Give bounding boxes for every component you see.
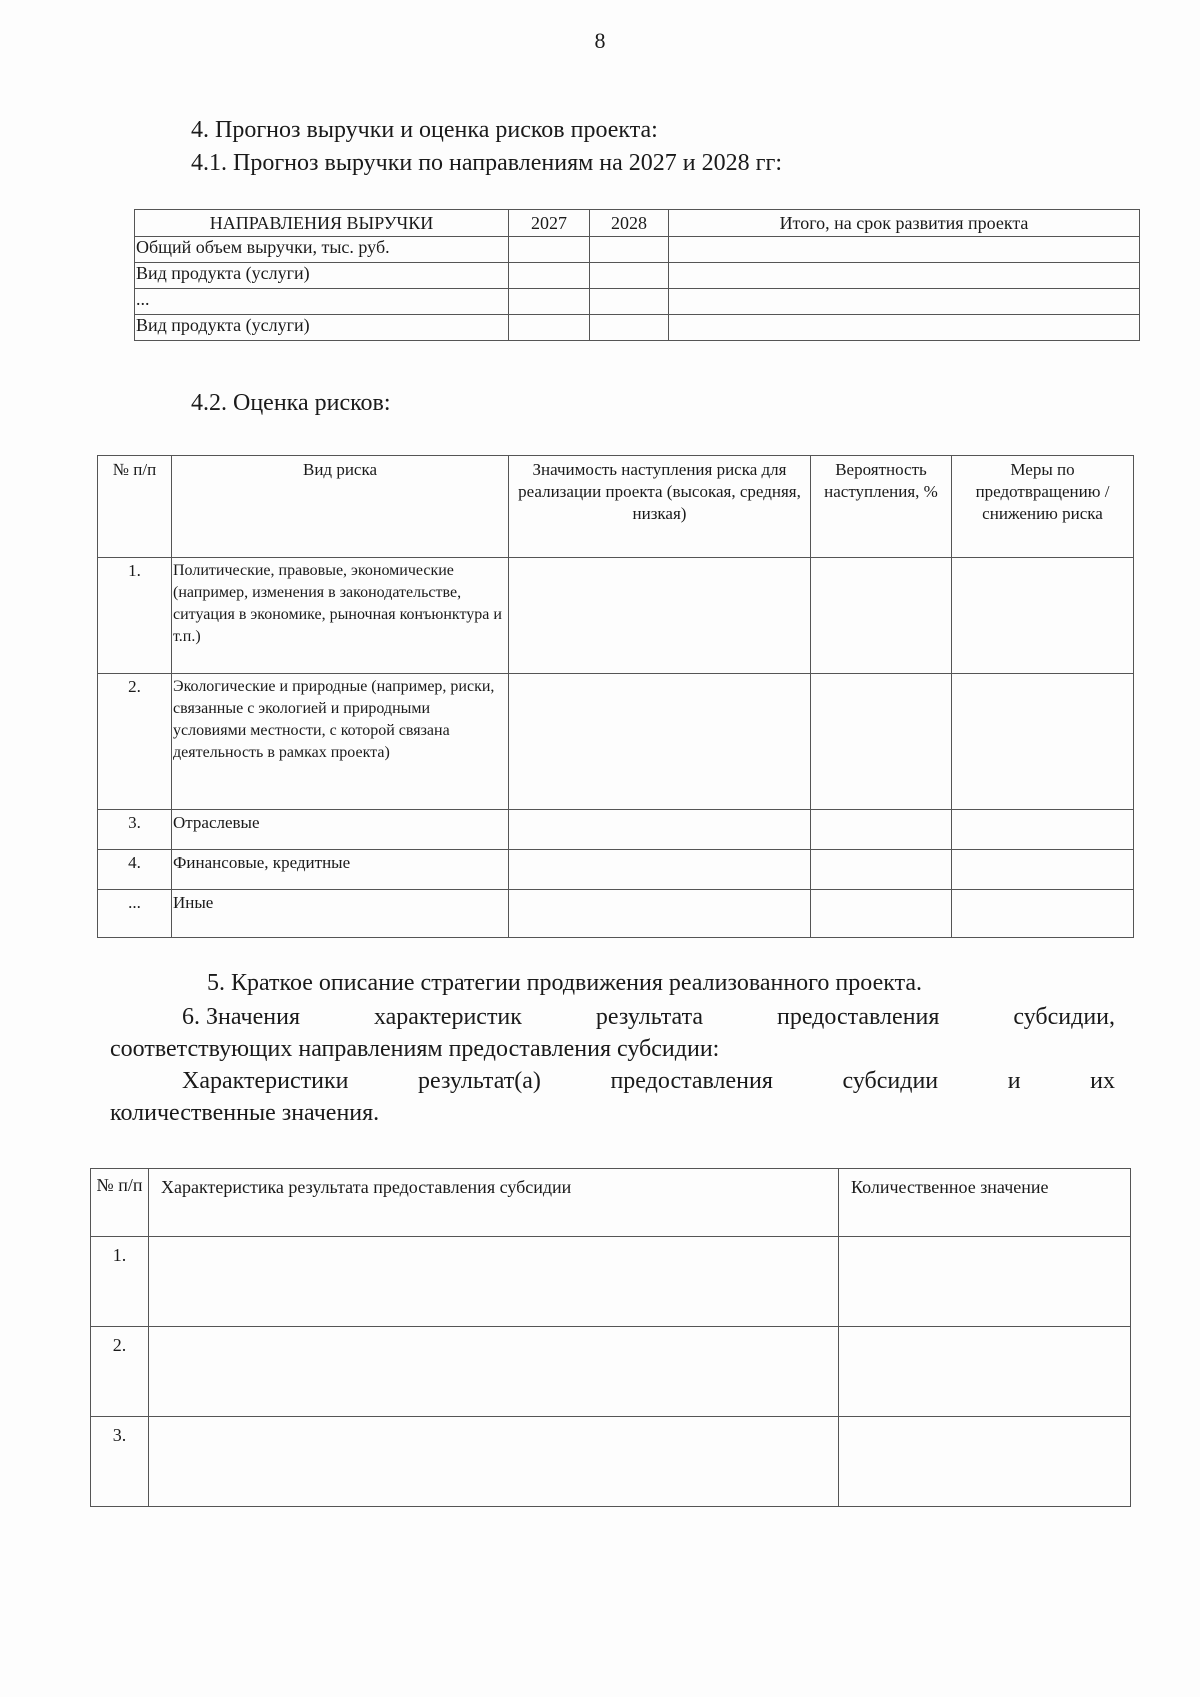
table-cell bbox=[811, 850, 952, 890]
risk-type: Отраслевые bbox=[172, 810, 509, 850]
section-4-title: 4. Прогноз выручки и оценка рисков проекта: bbox=[191, 117, 658, 143]
revenue-row-label: Вид продукта (услуги) bbox=[135, 263, 509, 289]
table-row bbox=[135, 289, 1140, 315]
subsidy-results-table bbox=[90, 1168, 1131, 1507]
word: 6. Значения bbox=[182, 1004, 301, 1030]
word: Характеристики bbox=[182, 1068, 349, 1094]
table-cell bbox=[149, 1237, 839, 1327]
table-cell bbox=[149, 1327, 839, 1417]
column-header: Вид риска bbox=[172, 456, 509, 558]
section-6-line-2: соответствующих направлениям предоставления субсидии: bbox=[110, 1036, 720, 1062]
column-header: № п/п bbox=[98, 456, 172, 558]
section-5-text: 5. Краткое описание стратегии продвижения реализованного проекта. bbox=[207, 970, 922, 996]
table-row bbox=[135, 263, 1140, 289]
table-cell bbox=[839, 1417, 1131, 1507]
table-header-row bbox=[98, 456, 1134, 558]
table-cell bbox=[811, 674, 952, 810]
word: предоставления bbox=[776, 1004, 940, 1030]
row-number: 3. bbox=[91, 1417, 149, 1507]
table-cell bbox=[590, 315, 669, 341]
word: характеристик bbox=[373, 1004, 522, 1030]
word: и bbox=[1007, 1068, 1021, 1094]
section-6-line-1 bbox=[110, 1002, 1115, 1032]
word: субсидии bbox=[842, 1068, 939, 1094]
section-4-2-title: 4.2. Оценка рисков: bbox=[191, 390, 391, 416]
table-cell bbox=[590, 237, 669, 263]
table-row bbox=[135, 315, 1140, 341]
table-row bbox=[98, 558, 1134, 674]
table-cell bbox=[811, 810, 952, 850]
column-header: НАПРАВЛЕНИЯ ВЫРУЧКИ bbox=[135, 210, 509, 237]
table-cell bbox=[509, 558, 811, 674]
table-cell bbox=[509, 263, 590, 289]
section-6-line-4: количественные значения. bbox=[110, 1100, 380, 1126]
row-number: ... bbox=[98, 890, 172, 938]
table-cell bbox=[149, 1417, 839, 1507]
table-cell bbox=[952, 674, 1134, 810]
column-header: Значимость наступления риска для реализации проекта (высокая, средняя, низкая) bbox=[509, 456, 811, 558]
table-cell bbox=[839, 1327, 1131, 1417]
table-row bbox=[91, 1327, 1131, 1417]
word: субсидии, bbox=[1013, 1004, 1115, 1030]
row-number: 4. bbox=[98, 850, 172, 890]
risk-type: Политические, правовые, экономические (например, изменения в законодательстве, ситуация в экономике, рыночная конъюнктура и т.п.) bbox=[172, 558, 509, 674]
risk-type: Экологические и природные (например, риски, связанные с экологией и природными условиями местности, с которой связана деятельность в рамках проекта) bbox=[172, 674, 509, 810]
revenue-row-label: Вид продукта (услуги) bbox=[135, 315, 509, 341]
table-cell bbox=[590, 263, 669, 289]
page-number: 8 bbox=[594, 28, 606, 53]
table-row bbox=[98, 810, 1134, 850]
column-header: Меры по предотвращению / снижению риска bbox=[952, 456, 1134, 558]
table-row bbox=[98, 850, 1134, 890]
table-row bbox=[91, 1237, 1131, 1327]
word: их bbox=[1090, 1068, 1115, 1094]
row-number: 2. bbox=[91, 1327, 149, 1417]
risk-type: Финансовые, кредитные bbox=[172, 850, 509, 890]
table-cell bbox=[509, 674, 811, 810]
row-number: 1. bbox=[91, 1237, 149, 1327]
table-cell bbox=[839, 1237, 1131, 1327]
table-row bbox=[98, 674, 1134, 810]
word: предоставления bbox=[610, 1068, 773, 1094]
table-cell bbox=[669, 315, 1140, 341]
risk-type: Иные bbox=[172, 890, 509, 938]
column-header: 2027 bbox=[509, 210, 590, 237]
table-cell bbox=[590, 289, 669, 315]
column-header: Количественное значение bbox=[839, 1169, 1131, 1237]
column-header: Итого, на срок развития проекта bbox=[669, 210, 1140, 237]
column-header: № п/п bbox=[91, 1169, 149, 1237]
word: результат(а) bbox=[418, 1068, 541, 1094]
table-cell bbox=[952, 890, 1134, 938]
table-header-row bbox=[135, 210, 1140, 237]
table-cell bbox=[509, 810, 811, 850]
risk-assessment-table bbox=[97, 455, 1134, 938]
table-cell bbox=[509, 237, 590, 263]
section-6-line-3 bbox=[110, 1066, 1115, 1096]
row-number: 2. bbox=[98, 674, 172, 810]
table-cell bbox=[509, 890, 811, 938]
table-cell bbox=[669, 263, 1140, 289]
table-cell bbox=[509, 850, 811, 890]
column-header: Вероятность наступления, % bbox=[811, 456, 952, 558]
word: результата bbox=[595, 1004, 704, 1030]
revenue-row-label: Общий объем выручки, тыс. руб. bbox=[135, 237, 509, 263]
table-cell bbox=[952, 810, 1134, 850]
table-cell bbox=[509, 315, 590, 341]
revenue-forecast-table bbox=[134, 209, 1140, 341]
table-cell bbox=[669, 237, 1140, 263]
table-cell bbox=[952, 850, 1134, 890]
table-header-row bbox=[91, 1169, 1131, 1237]
section-4-1-title: 4.1. Прогноз выручки по направлениям на 2027 и 2028 гг: bbox=[191, 150, 782, 176]
table-row bbox=[91, 1417, 1131, 1507]
column-header: Характеристика результата предоставления субсидии bbox=[149, 1169, 839, 1237]
table-cell bbox=[509, 289, 590, 315]
table-cell bbox=[811, 890, 952, 938]
table-cell bbox=[811, 558, 952, 674]
table-row bbox=[98, 890, 1134, 938]
table-cell bbox=[669, 289, 1140, 315]
table-row bbox=[135, 237, 1140, 263]
column-header: 2028 bbox=[590, 210, 669, 237]
revenue-row-label: ... bbox=[135, 289, 509, 315]
table-cell bbox=[952, 558, 1134, 674]
row-number: 1. bbox=[98, 558, 172, 674]
row-number: 3. bbox=[98, 810, 172, 850]
